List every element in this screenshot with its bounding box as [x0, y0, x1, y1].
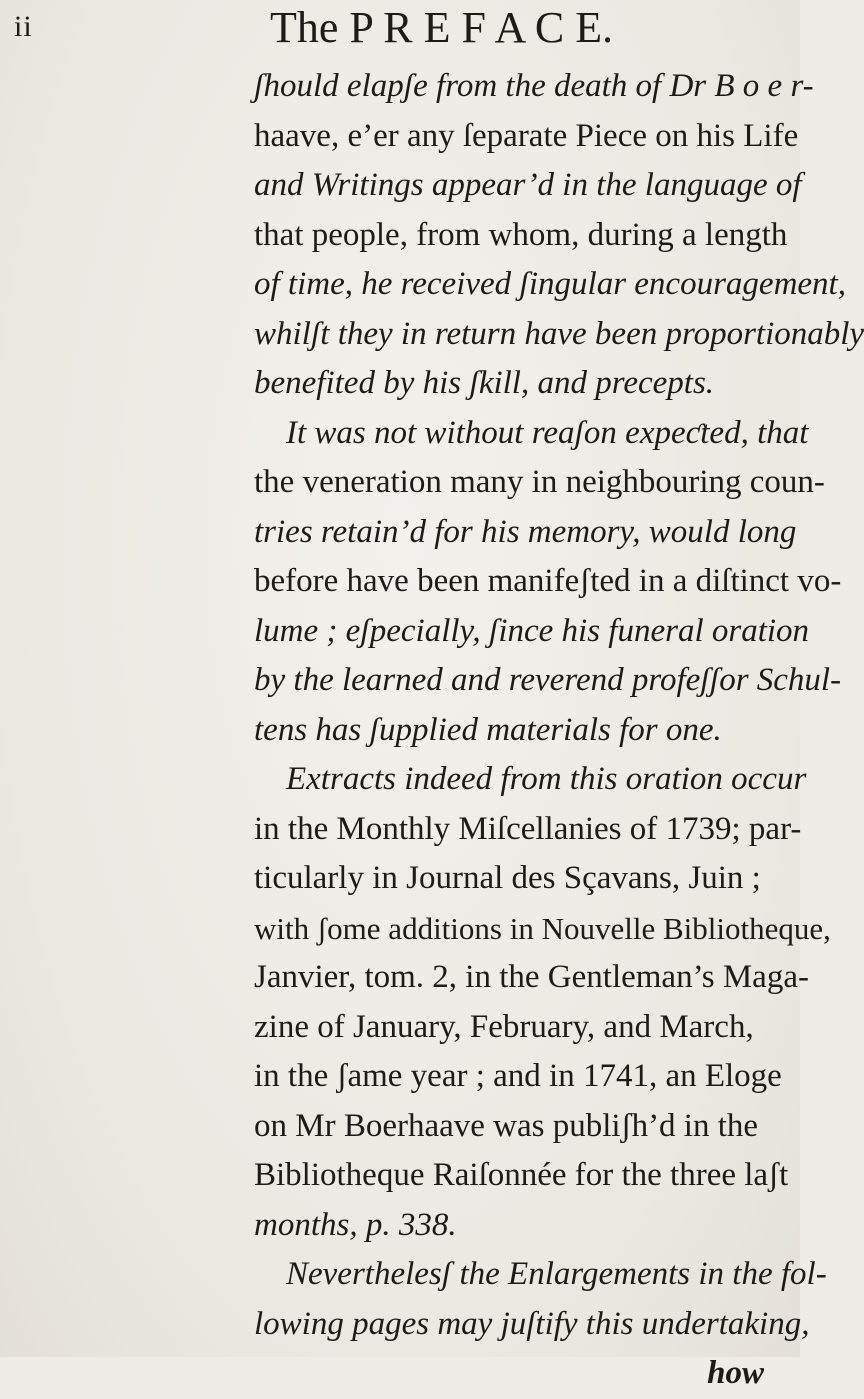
text-line: benefited by his ʃkill, and precepts.: [254, 365, 715, 401]
text-line: ʃhould elapʃe from the death of Dr B o e r-: [254, 68, 814, 104]
text-line: tens has ʃupplied materials for one.: [254, 711, 722, 748]
text-line: tries retain’d for his memory, would long: [254, 513, 797, 550]
text-line: with ʃome additions in Nouvelle Bibliotheque,: [254, 910, 831, 946]
text-line: in the ʃame year ; and in 1741, an Eloge: [254, 1058, 782, 1094]
text-line: lume ; eʃpecially, ʃince his funeral oration: [254, 612, 810, 649]
text-line: lowing pages may juſtify this undertaking,: [254, 1305, 810, 1342]
text-line: It was not without reaʃon expeƈted, that: [286, 414, 809, 451]
page-number: ii: [14, 10, 33, 43]
running-head: The P R E F A C E.: [270, 3, 614, 52]
text-line: Neverthelesʃ the Enlargements in the fol-: [286, 1256, 827, 1292]
text-line: Janvier, tom. 2, in the Gentleman’s Maga-: [254, 959, 809, 995]
text-line: and Writings appear’d in the language of: [254, 167, 802, 203]
catchword: how: [707, 1355, 764, 1391]
text-line: by the learned and reverend profeʃʃor Schul-: [254, 662, 842, 698]
text-line: on Mr Boerhaave was publiʃh’d in the: [254, 1107, 759, 1144]
text-line: before have been manifeʃted in a diſtinct vo-: [254, 563, 842, 599]
text-line: whilʃt they in return have been proportionably: [254, 315, 864, 352]
body-text: [254, 62, 864, 1399]
text-line: Extracts indeed from this oration occur: [286, 761, 807, 797]
text-line: zine of January, February, and March,: [254, 1008, 754, 1045]
text-line: ticularly in Journal des Sçavans, Juin ;: [254, 860, 761, 896]
text-line: haave, e’er any ſeparate Piece on his Life: [254, 117, 799, 154]
text-line: months, p. 338.: [254, 1206, 457, 1243]
text-line: that people, from whom, during a length: [254, 216, 788, 253]
text-line: of time, he received ʃingular encouragement,: [254, 266, 846, 302]
text-line: Bibliotheque Raiſonnée for the three laʃt: [254, 1157, 789, 1193]
text-line: in the Monthly Miſcellanies of 1739; par-: [254, 810, 802, 847]
text-line: the veneration many in neighbouring coun-: [254, 464, 825, 500]
